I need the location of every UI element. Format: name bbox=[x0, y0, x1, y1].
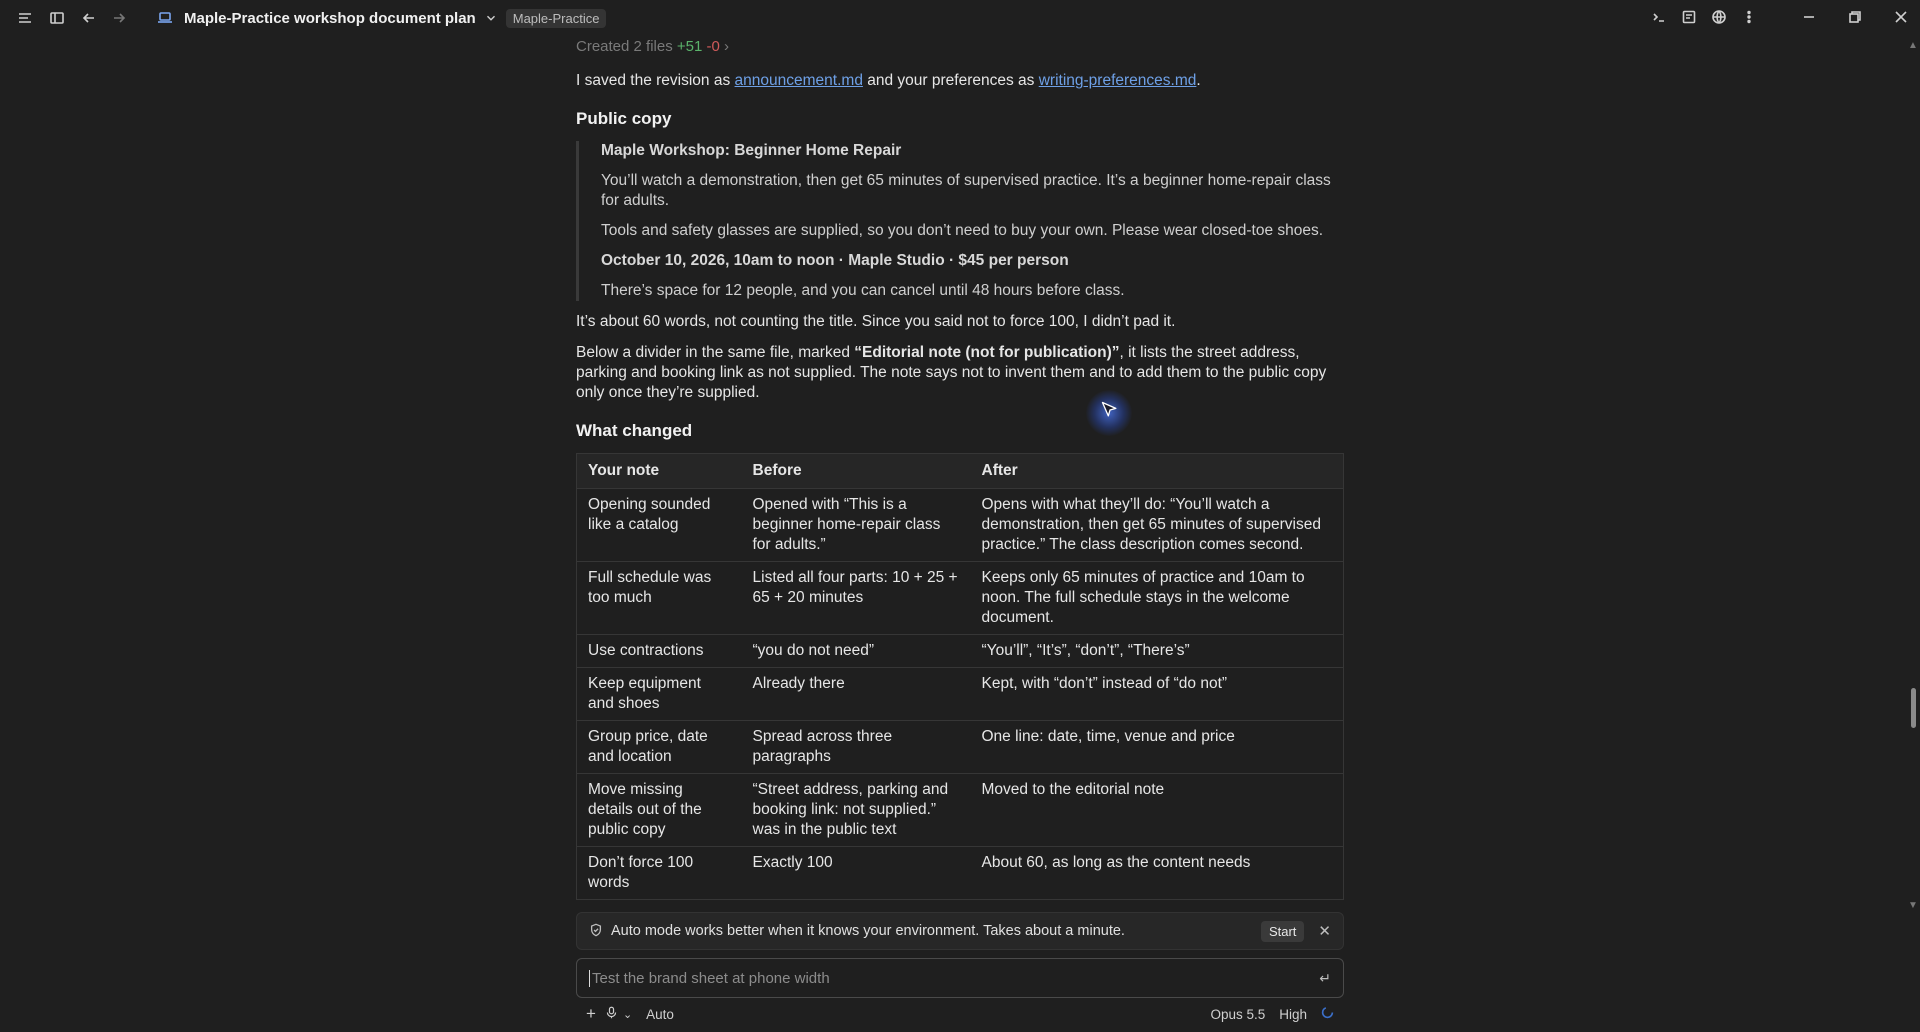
breadcrumb bbox=[154, 7, 606, 29]
summary-label: Created 2 files bbox=[576, 38, 673, 55]
word-count-note: It’s about 60 words, not counting the title. Since you said not to force 100, I didn’t pad it. bbox=[576, 313, 1176, 330]
announcement-link[interactable]: announcement.md bbox=[734, 72, 863, 89]
table-cell: Already there bbox=[742, 668, 971, 721]
effort-selector[interactable]: High bbox=[1279, 1006, 1307, 1022]
scrollbar-thumb[interactable] bbox=[1911, 688, 1916, 728]
mouse-pointer-icon bbox=[1100, 400, 1120, 420]
intro-paragraph bbox=[576, 71, 1344, 91]
project-tag: Maple-Practice bbox=[506, 9, 607, 28]
add-icon[interactable]: + bbox=[586, 1004, 596, 1023]
terminal-icon[interactable] bbox=[1648, 6, 1670, 28]
window-controls bbox=[1648, 6, 1920, 28]
column-header: Before bbox=[742, 454, 971, 489]
back-arrow-icon[interactable] bbox=[78, 7, 100, 29]
scroll-down-arrow-icon[interactable]: ▼ bbox=[1908, 900, 1918, 911]
mode-selector[interactable]: Auto bbox=[646, 1006, 674, 1022]
lines-added: +51 bbox=[676, 38, 703, 55]
table-cell: Exactly 100 bbox=[742, 847, 971, 900]
minimize-icon[interactable] bbox=[1798, 6, 1820, 28]
public-copy-quote bbox=[576, 141, 1344, 301]
column-header: After bbox=[971, 454, 1344, 489]
microphone-icon[interactable] bbox=[605, 1006, 618, 1022]
cursor-highlight bbox=[1086, 390, 1132, 436]
what-changed-heading: What changed bbox=[576, 421, 693, 440]
session-title[interactable]: Maple-Practice workshop document plan bbox=[184, 9, 476, 27]
table-cell: Use contractions bbox=[577, 635, 742, 668]
table-cell: “Street address, parking and booking link: not supplied.” was in the public text bbox=[742, 774, 971, 847]
table-cell: Keeps only 65 minutes of practice and 10am to noon. The full schedule stays in the welcome document. bbox=[971, 562, 1344, 635]
workshop-details: October 10, 2026, 10am to noon · Maple Studio · $45 per person bbox=[601, 252, 1069, 269]
chevron-right-icon: › bbox=[724, 38, 730, 55]
banner-text: Auto mode works better when it knows your environment. Takes about a minute. bbox=[611, 923, 1125, 939]
editorial-text: Below a divider in the same file, marked bbox=[576, 344, 850, 361]
preview-panel-icon[interactable] bbox=[1678, 6, 1700, 28]
intro-text-mid: and your preferences as bbox=[867, 72, 1035, 89]
intro-text-end: . bbox=[1196, 72, 1201, 89]
message-input[interactable] bbox=[589, 970, 1319, 987]
conversation-panel bbox=[576, 38, 1344, 900]
table-cell: Opening sounded like a catalog bbox=[577, 489, 742, 562]
intro-text: I saved the revision as bbox=[576, 72, 731, 89]
table-cell: Spread across three paragraphs bbox=[742, 721, 971, 774]
message-composer bbox=[576, 958, 1344, 998]
more-options-icon[interactable] bbox=[1738, 6, 1760, 28]
table-cell: “You’ll”, “It’s”, “don’t”, “There’s” bbox=[971, 635, 1344, 668]
chevron-down-icon[interactable] bbox=[484, 7, 498, 29]
editorial-text-end: , it lists the street address, parking and booking link as not supplied. The note says not to invent them and to add them to the public copy only once they’re supplied. bbox=[576, 344, 1327, 401]
table-cell: Don’t force 100 words bbox=[577, 847, 742, 900]
sidebar-toggle-icon[interactable] bbox=[46, 7, 68, 29]
auto-mode-banner bbox=[576, 912, 1344, 950]
table-row bbox=[577, 635, 1344, 668]
menu-icon[interactable] bbox=[14, 7, 36, 29]
table-cell: Group price, date and location bbox=[577, 721, 742, 774]
public-copy-heading: Public copy bbox=[576, 109, 672, 128]
forward-arrow-icon[interactable] bbox=[108, 7, 130, 29]
column-header: Your note bbox=[577, 454, 742, 489]
table-row bbox=[577, 774, 1344, 847]
table-cell: “you do not need” bbox=[742, 635, 971, 668]
file-change-summary[interactable] bbox=[576, 38, 1344, 58]
chevron-down-icon[interactable]: ⌄ bbox=[622, 1008, 633, 1021]
table-row bbox=[577, 668, 1344, 721]
quote-paragraph: There’s space for 12 people, and you can cancel until 48 hours before class. bbox=[601, 282, 1125, 299]
workshop-title: Maple Workshop: Beginner Home Repair bbox=[601, 142, 902, 159]
start-button[interactable]: Start bbox=[1261, 921, 1304, 942]
preferences-link[interactable]: writing-preferences.md bbox=[1038, 72, 1197, 89]
table-cell: Opened with “This is a beginner home-repair class for adults.” bbox=[742, 489, 971, 562]
shield-icon bbox=[589, 923, 603, 940]
table-cell: Full schedule was too much bbox=[577, 562, 742, 635]
restore-icon[interactable] bbox=[1844, 6, 1866, 28]
quote-paragraph: You’ll watch a demonstration, then get 65 minutes of supervised practice. It’s a beginner home-repair class for adults. bbox=[601, 172, 1331, 209]
table-row bbox=[577, 721, 1344, 774]
table-row bbox=[577, 562, 1344, 635]
table-header-row bbox=[577, 454, 1344, 489]
table-cell: One line: date, time, venue and price bbox=[971, 721, 1344, 774]
table-cell: About 60, as long as the content needs bbox=[971, 847, 1344, 900]
composer-toolbar bbox=[576, 1003, 1344, 1025]
close-icon[interactable]: ✕ bbox=[1318, 923, 1331, 940]
table-cell: Keep equipment and shoes bbox=[577, 668, 742, 721]
table-cell: Opens with what they’ll do: “You’ll watch a demonstration, then get 65 minutes of supervised practice.” The class description comes second. bbox=[971, 489, 1344, 562]
editorial-label: “Editorial note (not for publication)” bbox=[854, 344, 1120, 361]
changes-table bbox=[576, 453, 1344, 900]
enter-icon[interactable]: ↵ bbox=[1319, 969, 1331, 986]
model-selector[interactable]: Opus 5.5 bbox=[1210, 1006, 1266, 1022]
table-row bbox=[577, 489, 1344, 562]
title-bar bbox=[0, 0, 1920, 36]
loading-spinner-icon bbox=[1321, 1006, 1334, 1022]
table-row bbox=[577, 847, 1344, 900]
table-cell: Moved to the editorial note bbox=[971, 774, 1344, 847]
quote-paragraph: Tools and safety glasses are supplied, so you don’t need to buy your own. Please wear closed-toe shoes. bbox=[601, 222, 1324, 239]
laptop-icon bbox=[154, 7, 176, 29]
table-cell: Listed all four parts: 10 + 25 + 65 + 20 minutes bbox=[742, 562, 971, 635]
table-cell: Move missing details out of the public copy bbox=[577, 774, 742, 847]
table-cell: Kept, with “don’t” instead of “do not” bbox=[971, 668, 1344, 721]
scroll-up-arrow-icon[interactable]: ▲ bbox=[1908, 40, 1918, 51]
editorial-paragraph bbox=[576, 343, 1344, 403]
lines-removed: -0 bbox=[706, 38, 720, 55]
globe-icon[interactable] bbox=[1708, 6, 1730, 28]
close-icon[interactable] bbox=[1890, 6, 1912, 28]
